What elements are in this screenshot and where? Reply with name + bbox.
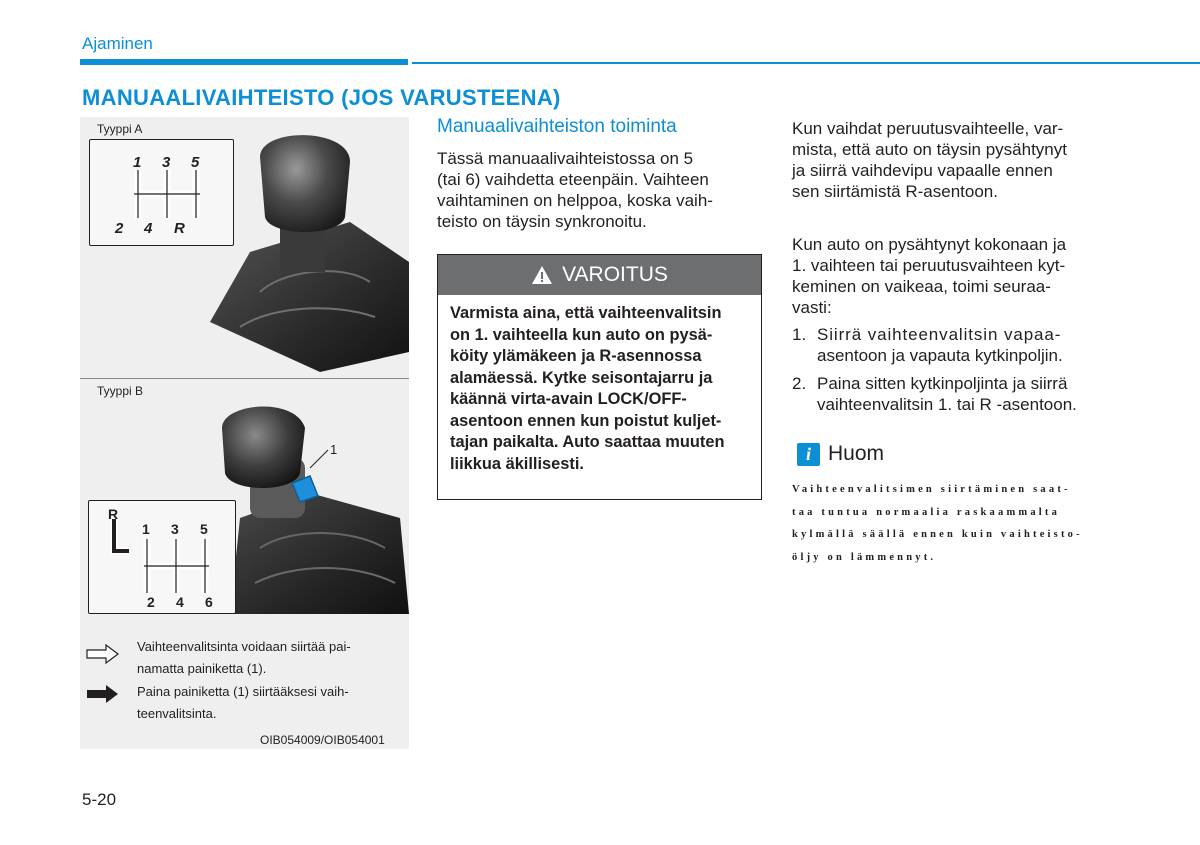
note-line: öljy on lämmennyt. bbox=[792, 551, 937, 563]
reverse-line: Kun vaihdat peruutusvaihteelle, var- bbox=[792, 119, 1064, 138]
gear-a-2: 2 bbox=[115, 220, 124, 237]
warning-line: alamäessä. Kytke seisontajarru ja bbox=[450, 368, 713, 387]
legend-hollow-line-2: namatta painiketta (1). bbox=[137, 661, 267, 676]
note-line: taa tuntua normaalia raskaammalta bbox=[792, 506, 1061, 518]
warning-box bbox=[437, 254, 762, 500]
reverse-paragraph bbox=[792, 118, 1119, 202]
warning-line: tajan paikalta. Auto saattaa muuten bbox=[450, 433, 725, 451]
reverse-line: mista, että auto on täysin pysähtynyt bbox=[792, 140, 1067, 159]
subheading: Manuaalivaihteiston toiminta bbox=[437, 116, 677, 137]
gear-b-r: R bbox=[108, 506, 119, 522]
step-2-line: Paina sitten kytkinpoljinta ja siirrä bbox=[817, 374, 1068, 393]
type-a-label: Tyyppi A bbox=[97, 122, 143, 136]
reverse-line: ja siirrä vaihdevipu vapaalle ennen bbox=[792, 161, 1053, 180]
intro-line: vaihtaminen on helppoa, koska vaih- bbox=[437, 191, 713, 210]
gear-knob-a-illustration bbox=[200, 122, 409, 376]
warning-header bbox=[438, 255, 761, 295]
header-rule-thin bbox=[412, 62, 1200, 64]
step-1-number: 1. bbox=[792, 325, 807, 344]
legend-item-hollow bbox=[137, 636, 351, 680]
gear-b-5: 5 bbox=[200, 521, 208, 537]
step-2-line: vaihteenvalitsin 1. tai R -asentoon. bbox=[817, 395, 1077, 414]
warning-text bbox=[438, 295, 761, 475]
page-number: 5-20 bbox=[82, 790, 117, 809]
difficulty-line: 1. vaihteen tai peruutusvaihteen kyt- bbox=[792, 256, 1066, 275]
step-1 bbox=[792, 324, 1119, 366]
section-label: Ajaminen bbox=[82, 34, 153, 53]
type-b-label: Tyyppi B bbox=[97, 384, 144, 398]
gear-a-5: 5 bbox=[191, 154, 200, 171]
gear-b-4: 4 bbox=[176, 594, 184, 610]
warning-line: asentoon ennen kun poistut kuljet- bbox=[450, 411, 722, 430]
warning-line: on 1. vaihteella kun auto on pysä- bbox=[450, 325, 713, 344]
note-text bbox=[792, 479, 1118, 569]
warning-line: liikkua äkillisesti. bbox=[450, 454, 584, 473]
step-1-line: asentoon ja vapauta kytkinpoljin. bbox=[817, 346, 1063, 365]
warning-line: Varmista aina, että vaihteenvalitsin bbox=[450, 304, 722, 322]
difficulty-line: keminen on vaikeaa, toimi seuraa- bbox=[792, 277, 1051, 296]
figure-divider bbox=[80, 378, 409, 379]
warning-triangle-icon bbox=[531, 265, 553, 285]
warning-title: VAROITUS bbox=[562, 263, 668, 286]
warning-line: köity ylämäkeen ja R-asennossa bbox=[450, 347, 702, 365]
legend-hollow-line-1: Vaihteenvalitsinta voidaan siirtää pai- bbox=[137, 639, 351, 654]
gear-a-1: 1 bbox=[133, 154, 142, 171]
gear-b-1: 1 bbox=[142, 521, 150, 537]
page-title: MANUAALIVAIHTEISTO (JOS VARUSTEENA) bbox=[82, 85, 561, 110]
gear-a-3: 3 bbox=[162, 154, 171, 171]
difficulty-line: vasti: bbox=[792, 298, 832, 317]
legend-solid-line-1: Paina painiketta (1) siirtääksesi vaih- bbox=[137, 684, 349, 699]
hollow-arrow-icon bbox=[86, 644, 120, 664]
info-icon: i bbox=[797, 443, 820, 466]
difficulty-line: Kun auto on pysähtynyt kokonaan ja bbox=[792, 235, 1067, 254]
solid-arrow-icon bbox=[86, 684, 120, 704]
difficulty-paragraph bbox=[792, 234, 1119, 318]
note-line: Vaihteenvalitsimen siirtäminen saat- bbox=[792, 484, 1071, 495]
gear-a-4: 4 bbox=[144, 220, 153, 237]
shift-pattern-b-diagram bbox=[89, 501, 235, 613]
step-1-line: Siirrä vaihteenvalitsin vapaa- bbox=[817, 325, 1062, 344]
legend-item-solid bbox=[137, 681, 349, 725]
legend-solid-line-2: teenvalitsinta. bbox=[137, 706, 217, 721]
note-title: Huom bbox=[828, 442, 885, 465]
intro-line: (tai 6) vaihdetta eteenpäin. Vaihteen bbox=[437, 170, 709, 189]
intro-line: Tässä manuaalivaihteistossa on 5 bbox=[437, 149, 694, 168]
gear-b-2: 2 bbox=[147, 594, 155, 610]
step-2-number: 2. bbox=[792, 374, 807, 393]
gear-a-r: R bbox=[174, 220, 185, 237]
gear-b-3: 3 bbox=[171, 521, 179, 537]
intro-line: teisto on täysin synkronoitu. bbox=[437, 212, 647, 231]
intro-paragraph bbox=[437, 148, 762, 232]
header-rule-thick bbox=[80, 59, 408, 65]
gear-b-6: 6 bbox=[205, 594, 213, 610]
figure-code: OIB054009/OIB054001 bbox=[260, 733, 385, 747]
callout-number: 1 bbox=[330, 442, 338, 457]
warning-line: käännä virta-avain LOCK/OFF- bbox=[450, 390, 687, 408]
reverse-line: sen siirtämistä R-asentoon. bbox=[792, 182, 998, 201]
shift-pattern-b bbox=[88, 500, 236, 614]
step-2 bbox=[792, 373, 1119, 415]
note-line: kylmällä säällä ennen kuin vaihteisto- bbox=[792, 529, 1083, 540]
